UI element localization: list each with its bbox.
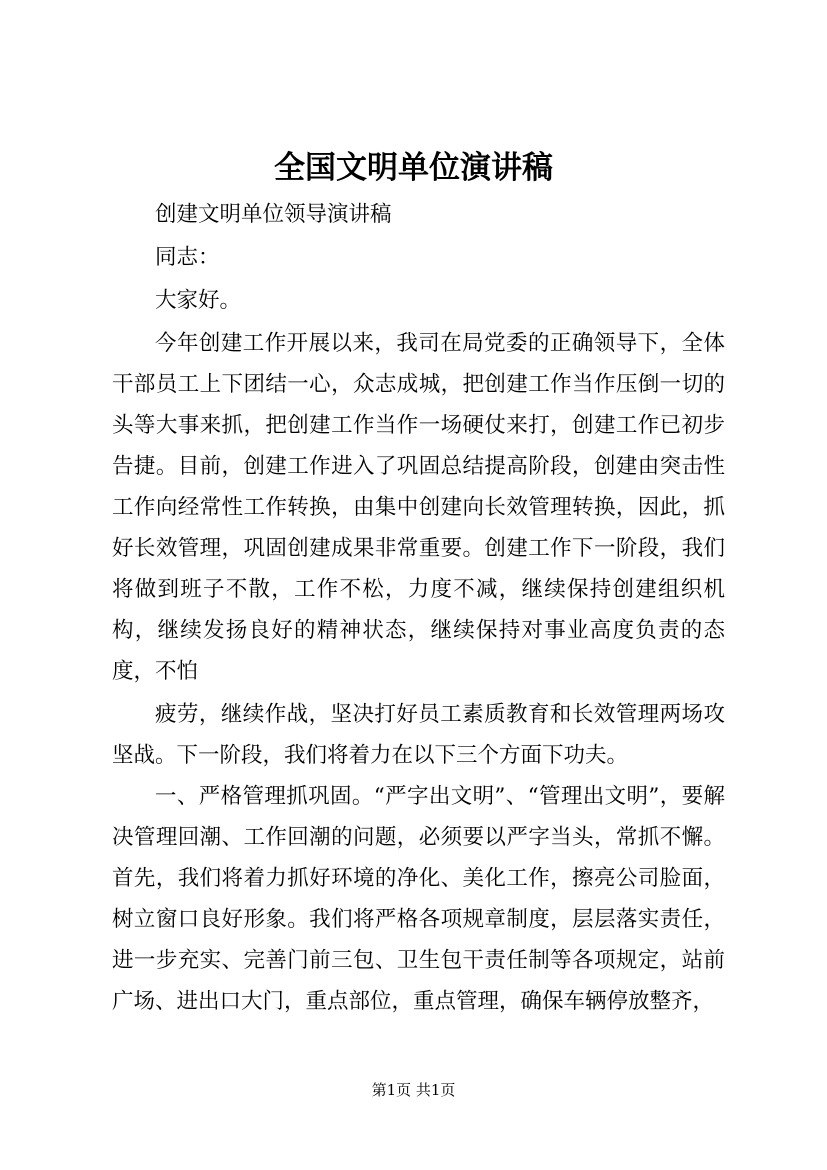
paragraph-greeting: 大家好。 bbox=[155, 288, 242, 313]
paragraph-body-2: 疲劳，继续作战，坚决打好员工素质教育和长效管理两场攻坚战。下一阶段，我们将着力在以下三个方面下功夫。 bbox=[112, 702, 725, 768]
document-body bbox=[112, 194, 725, 1022]
paragraph-subtitle: 创建文明单位领导演讲稿 bbox=[155, 202, 392, 227]
page-footer: 第1页 共1页 bbox=[371, 1081, 456, 1099]
paragraph-body-3: 一、严格管理抓巩固。“严字出文明”、“管理出文明”，要解决管理回潮、工作回潮的问题，必须要以严字当头，常抓不懈。首先，我们将着力抓好环境的净化、美化工作，擦亮公司脸面，树立窗口良好形象。我们将严格各项规章制度，层层落实责任，进一步充实、完善门前三包、卫生包干责任制等各项规定，站前广场、进出口大门，重点部位，重点管理，确保车辆停放整齐， bbox=[112, 784, 725, 1014]
document-title: 全国文明单位演讲稿 bbox=[274, 150, 553, 186]
paragraph-body-1: 今年创建工作开展以来，我司在局党委的正确领导下，全体干部员工上下团结一心，众志成城，把创建工作当作压倒一切的头等大事来抓，把创建工作当作一场硬仗来打，创建工作已初步告捷。目前，创建工作进入了巩固总结提高阶段，创建由突击性工作向经常性工作转换，由集中创建向长效管理转换，因此，抓好长效管理，巩固创建成果非常重要。创建工作下一阶段，我们将做到班子不散，工作不松，力度不减，继续保持创建组织机构，继续发扬良好的精神状态，继续保持对事业高度负责的态度，不怕 bbox=[112, 331, 725, 684]
paragraph-salutation: 同志： bbox=[155, 245, 220, 270]
